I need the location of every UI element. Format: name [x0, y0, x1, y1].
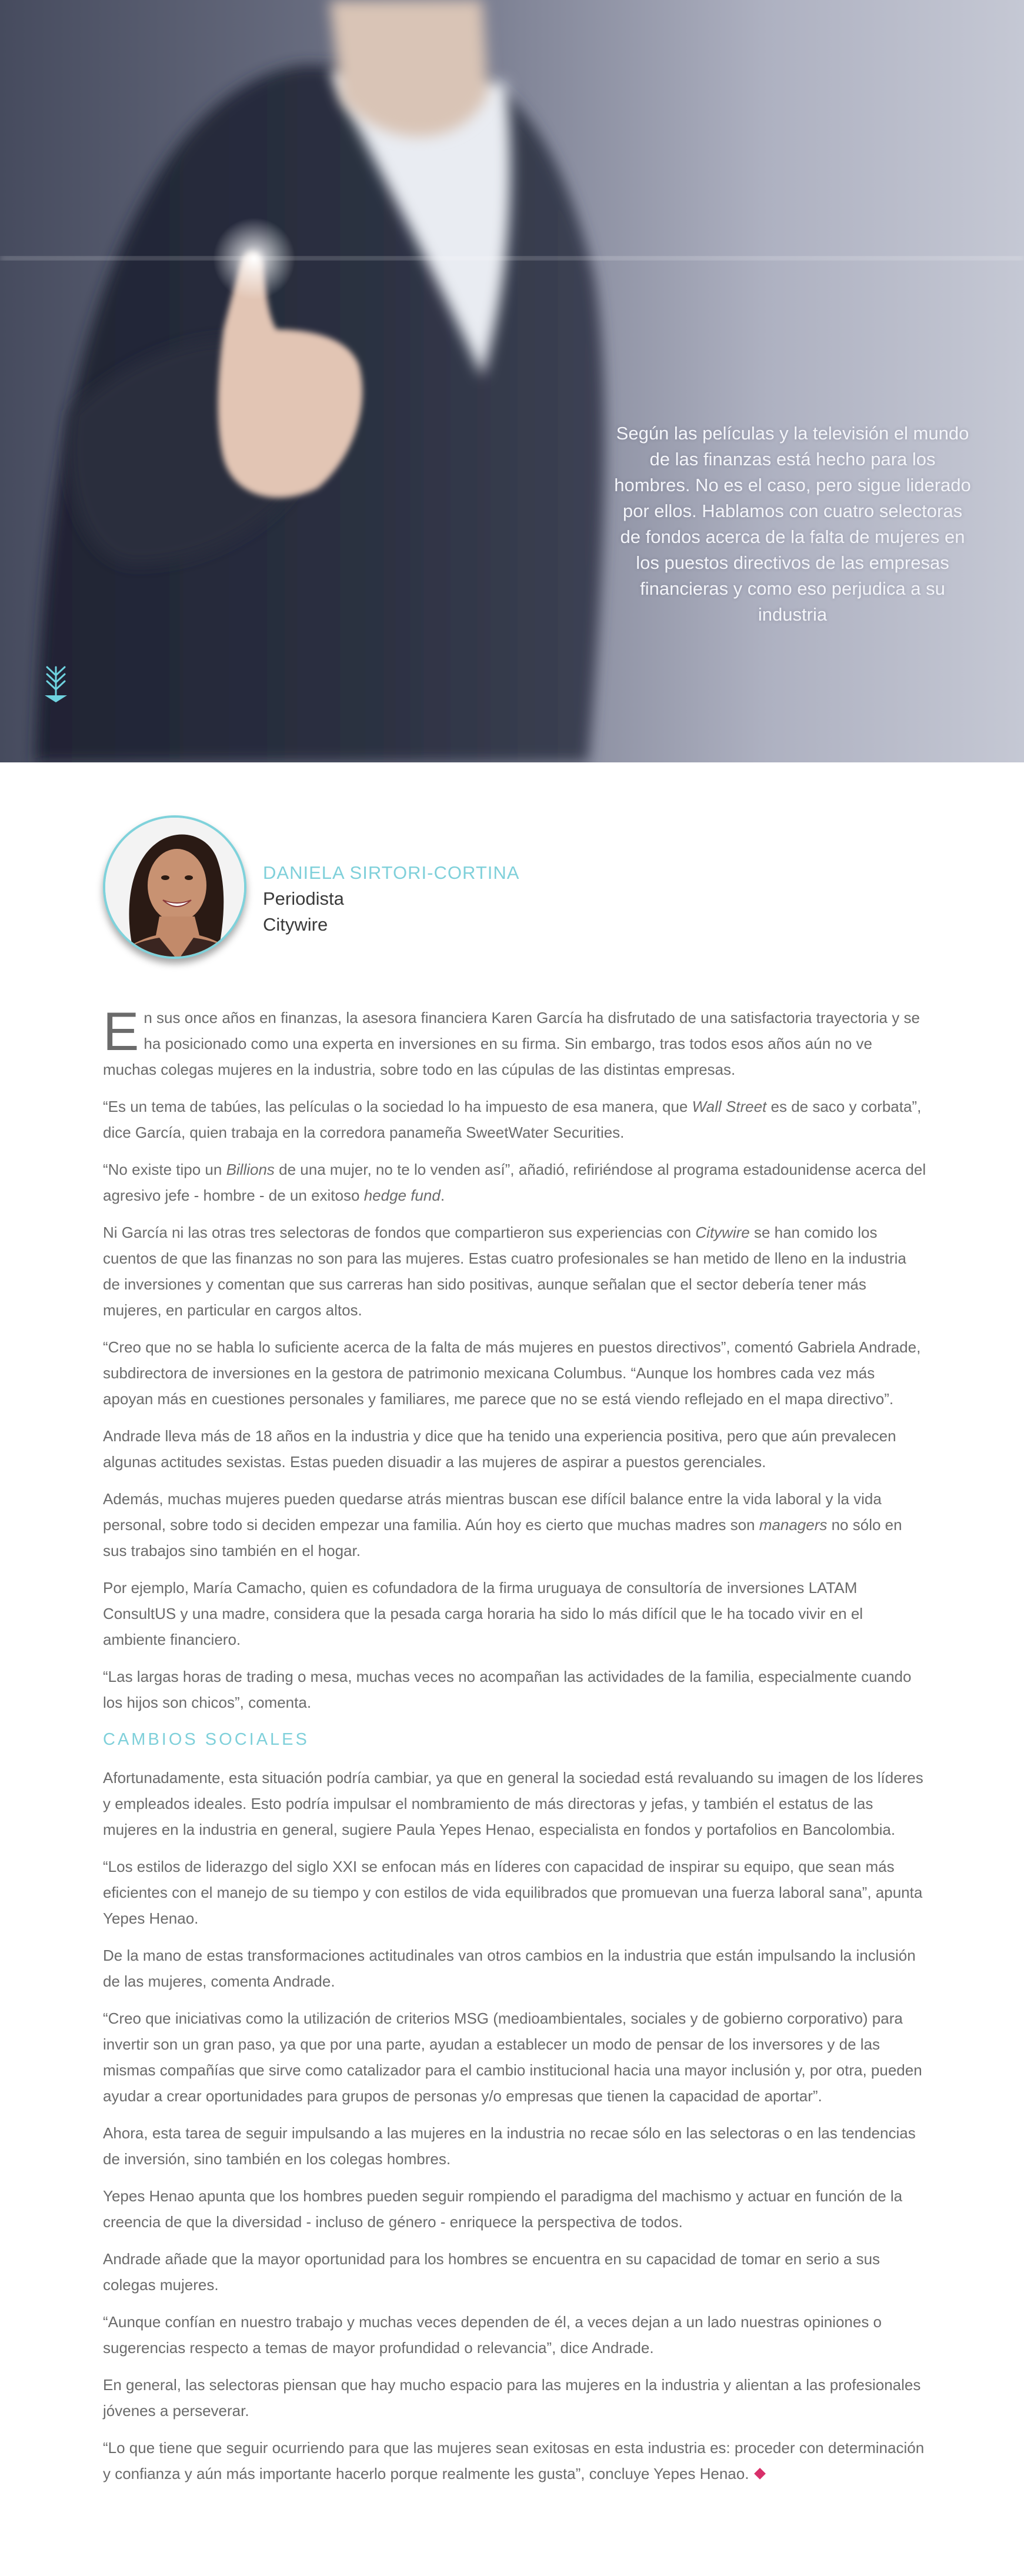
- author-name[interactable]: DANIELA SIRTORI-CORTINA: [263, 862, 520, 883]
- paragraph-9: “Las largas horas de trading o mesa, muchas veces no acompañan las actividades de la familia, especialmente cuando los hijos son chicos”, comenta.: [103, 1668, 912, 1711]
- triple-chevron-down-icon[interactable]: [42, 664, 69, 705]
- paragraph-7: Además, muchas mujeres pueden quedarse atrás mientras buscan ese difícil balance entre la vida laboral y la vida personal, sobre todo si deciden empezar una familia. Aún hoy es cierto que muchas madres son managers no sólo en sus trabajos sino también en el hogar.: [103, 1490, 902, 1559]
- paragraph-8: Por ejemplo, María Camacho, quien es cofundadora de la firma uruguaya de consultoría de inversiones LATAM ConsultUS y una madre, considera que la pesada carga horaria ha sido lo más difícil que le ha tocado vivir en el ambiente financiero.: [103, 1579, 863, 1648]
- author-box: [103, 815, 926, 962]
- hero-image: [0, 0, 1024, 762]
- paragraph-17: “Aunque confían en nuestro trabajo y muchas veces dependen de él, a veces dejan a un lado nuestras opiniones o sugerencias respecto a temas de mayor profundidad o relevancia”, dice Andrade.: [103, 2313, 882, 2357]
- avatar: [103, 815, 246, 959]
- paragraph-5: “Creo que no se habla lo suficiente acerca de la falta de más mujeres en puestos directivos”, comentó Gabriela Andrade, subdirectora de inversiones en la gestora de patrimonio mexicana Columbus. “Aunque los hombres cada vez más apoyan más en cuestiones personales y familiares, me parece que no se está viendo reflejado en el mapa directivo”.: [103, 1338, 921, 1408]
- drop-cap: E: [103, 1002, 139, 1062]
- paragraph-13: “Creo que iniciativas como la utilización de criterios MSG (medioambientales, sociales y de gobierno corporativo) para invertir son un gran paso, ya que por una parte, ayudan a establecer un modo de pensar de los inversores y de las mismas compañías que sirve como catalizador para el cambio institucional hacia una mayor inclusión y, por otra, pueden ayudar a crear oportunidades para grupos de personas y/o empresas que tienen la capacidad de aportar”.: [103, 2010, 922, 2105]
- section-heading: CAMBIOS SOCIALES: [103, 1730, 309, 1749]
- paragraph-6: Andrade lleva más de 18 años en la industria y dice que ha tenido una experiencia positiva, pero que aún prevalecen algunas actitudes sexistas. Estas pueden disuadir a las mujeres de aspirar a puestos gerenciales.: [103, 1427, 896, 1471]
- paragraph-1: En sus once años en finanzas, la asesora financiera Karen García ha disfrutado de una satisfactoria trayectoria y se ha posicionado como una experta en inversiones en su firma. Sin embargo, tras todos esos años aún no ve muchas colegas mujeres en la industria, sobre todo en las cúpulas de las distintas empresas.: [103, 1002, 920, 1078]
- paragraph-19: “Lo que tiene que seguir ocurriendo para que las mujeres sean exitosas en esta industria es: proceder con determinación y confianza y aún más importante hacerlo porque realmente les gusta”, concluye Yepes Henao.: [103, 2439, 925, 2482]
- paragraph-12: De la mano de estas transformaciones actitudinales van otros cambios en la industria que están impulsando la inclusión de las mujeres, comenta Andrade.: [103, 1947, 916, 1990]
- author-role: Periodista: [263, 888, 344, 909]
- article-body: [103, 1002, 926, 2498]
- paragraph-11: “Los estilos de liderazgo del siglo XXI se enfocan más en líderes con capacidad de inspirar su equipo, que sean más eficientes con el manejo de su tiempo y con estilos de vida equilibrados que promuevan una fuerza laboral sana”, apunta Yepes Henao.: [103, 1858, 923, 1927]
- paragraph-3: “No existe tipo un Billions de una mujer, no te lo venden así”, añadió, refiriéndose al programa estadounidense acerca del agresivo jefe - hombre - de un exitoso hedge fund.: [103, 1161, 926, 1204]
- paragraph-2: “Es un tema de tabúes, las películas o la sociedad lo ha impuesto de esa manera, que Wall Street es de saco y corbata”, dice García, quien trabaja en la corredora panameña SweetWater Securities.: [103, 1098, 922, 1141]
- end-of-article-icon: [755, 2468, 766, 2480]
- paragraph-4: Ni García ni las otras tres selectoras de fondos que compartieron sus experiencias con Citywire se han comido los cuentos de que las finanzas no son para las mujeres. Estas cuatro profesionales se han metido de lleno en la industria de inversiones y comentan que sus carreras han sido positivas, aunque señalan que el sector debería tener más mujeres, en particular en cargos altos.: [103, 1224, 906, 1319]
- paragraph-15: Yepes Henao apunta que los hombres pueden seguir rompiendo el paradigma del machismo y actuar en función de la creencia de que la diversidad - incluso de género - enriquece la perspectiva de todos.: [103, 2187, 903, 2231]
- author-outlet: Citywire: [263, 914, 328, 935]
- paragraph-14: Ahora, esta tarea de seguir impulsando a las mujeres en la industria no recae sólo en las selectoras o en las tendencias de inversión, sino también en los colegas hombres.: [103, 2124, 916, 2168]
- hero-banner: [0, 0, 1024, 762]
- author-portrait: [105, 818, 244, 957]
- paragraph-10: Afortunadamente, esta situación podría cambiar, ya que en general la sociedad está revaluando su imagen de los líderes y empleados ideales. Esto podría impulsar el nombramiento de más directoras y jefas, y también el estatus de las mujeres en la industria en general, sugiere Paula Yepes Henao, especialista en fondos y portafolios en Bancolombia.: [103, 1769, 923, 1838]
- paragraph-18: En general, las selectoras piensan que hay mucho espacio para las mujeres en la industria y alientan a las profesionales jóvenes a perseverar.: [103, 2376, 921, 2420]
- hero-caption: Según las películas y la televisión el mundo de las finanzas está hecho para los hombres. No es el caso, pero sigue liderado por ellos. Hablamos con cuatro selectoras de fondos acerca de la falta de mujeres en los puestos directivos de las empresas financieras y como eso perjudica a su industria: [614, 423, 971, 625]
- paragraph-16: Andrade añade que la mayor oportunidad para los hombres se encuentra en su capacidad de tomar en serio a sus colegas mujeres.: [103, 2250, 880, 2294]
